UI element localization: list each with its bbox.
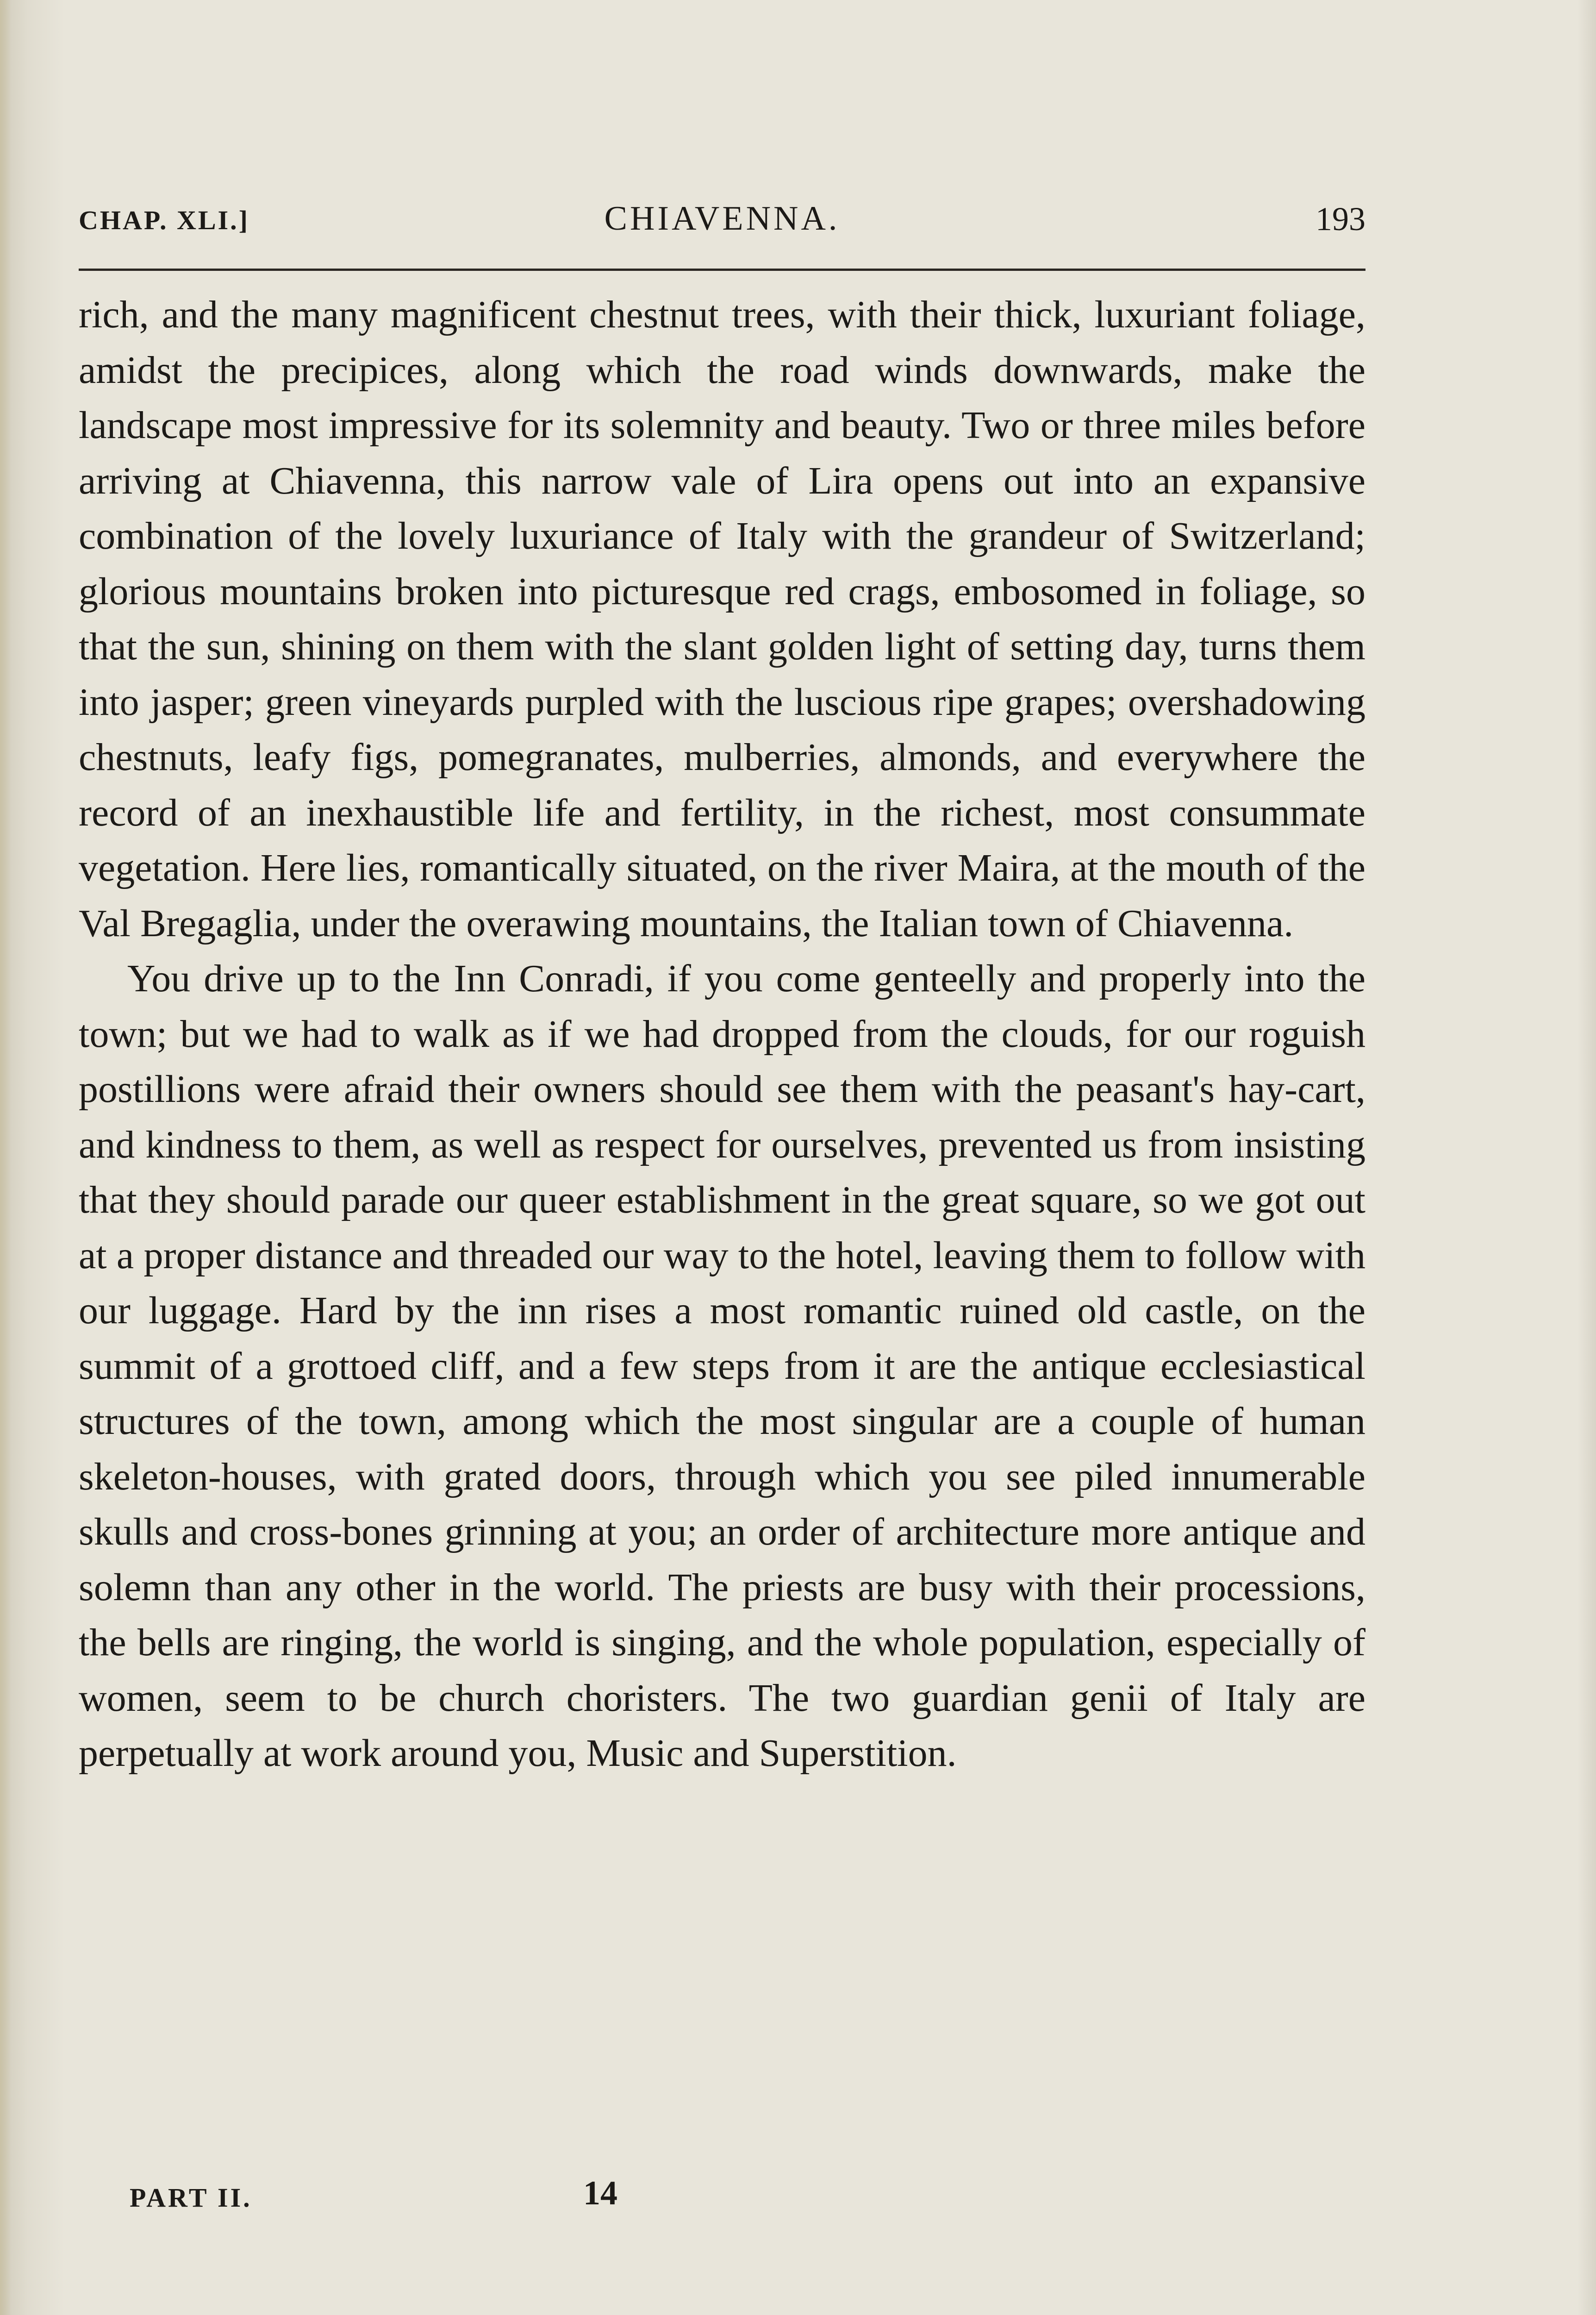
signature-mark: PART II. <box>130 2183 252 2213</box>
paragraph-2: You drive up to the Inn Conradi, if you come genteelly and properly into the town; but we had to walk as if we had dropped from the clouds, for our roguish postillions were afraid their owners should see them with the peasant's hay-cart, and kindness to them, as well as respect for ourselves, prevented us from insisting that they should parade our queer establishment in the great square, so we got out at a proper distance and threaded our way to the hotel, leaving them to follow with our luggage. Hard by the inn rises a most romantic ruined old castle, on the summit of a grottoed cliff, and a few steps from it are the antique ecclesiastical structures of the town, among which the most singular are a couple of human skeleton-houses, with grated doors, through which you see piled innumerable skulls and cross-bones grinning at you; an order of architecture more antique and solemn than any other in the world. The priests are busy with their processions, the bells are ringing, the world is singing, and the whole population, especially of women, seem to be church choristers. The two guardian genii of Italy are perpetually at work around you, Music and Superstition. <box>79 957 1365 1775</box>
signature-number: 14 <box>583 2174 617 2212</box>
running-header <box>79 199 1365 255</box>
paragraph-1: rich, and the many magnificent chestnut trees, with their thick, luxuriant foliage, amidst the precipices, along which the road winds downwards, make the landscape most impressive for its solemnity and beauty. Two or three miles before arriving at Chiavenna, this narrow vale of Lira opens out into an expansive combination of the lovely luxuriance of Italy with the grandeur of Switzerland; glorious mountains broken into picturesque red crags, embosomed in foliage, so that the sun, shining on them with the slant golden light of setting day, turns them into jasper; green vineyards purpled with the luscious ripe grapes; overshadowing chestnuts, leafy figs, pomegranates, mulberries, almonds, and everywhere the record of an inexhaustible life and fertility, in the richest, most consummate vegetation. Here lies, romantically situated, on the river Maira, at the mouth of the Val Bregaglia, under the overawing mountains, the Italian town of Chiavenna. <box>79 293 1365 945</box>
page-body <box>79 287 1365 1781</box>
page-gutter <box>0 0 11 2315</box>
page-number: 193 <box>1315 200 1365 238</box>
signature-line <box>130 2174 685 2220</box>
running-title: CHIAVENNA. <box>604 200 840 238</box>
chapter-label: CHAP. XLI.] <box>79 205 249 235</box>
header-rule <box>79 269 1365 271</box>
